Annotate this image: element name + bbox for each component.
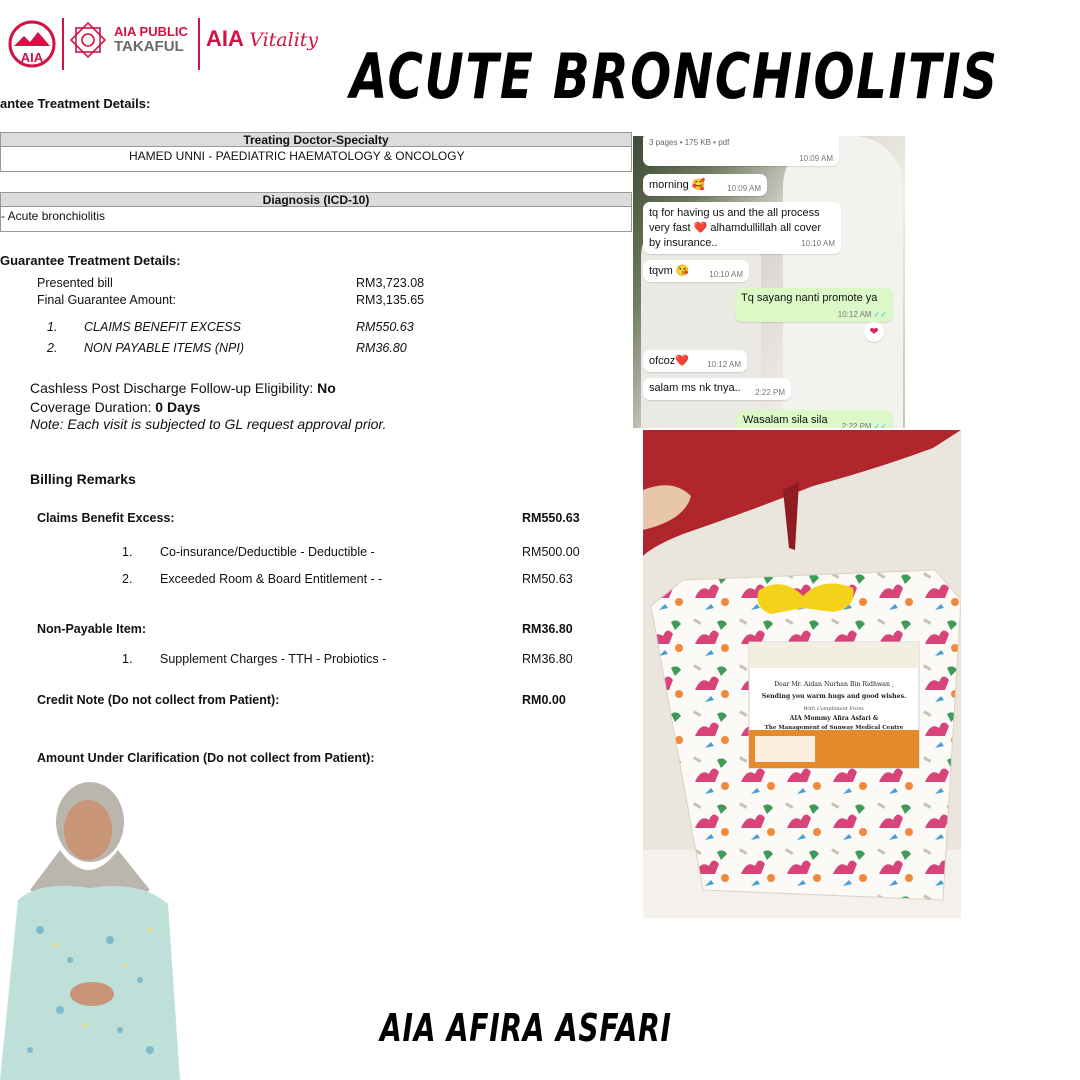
page-title: ACUTE BRONCHIOLITIS xyxy=(350,40,999,113)
credit-note-label: Credit Note (Do not collect from Patient): xyxy=(37,693,280,707)
gift-card-line1: Dear Mr. Aidan Nurhan Bin Ridhwan , xyxy=(774,681,894,688)
item-value: RM36.80 xyxy=(356,341,407,355)
aia-vitality-logo xyxy=(206,26,318,52)
whatsapp-chat-screenshot xyxy=(633,136,905,428)
message-time: 10:09 AM xyxy=(799,154,833,163)
agent-portrait xyxy=(0,780,185,1080)
takaful-line1: AIA PUBLIC xyxy=(114,24,188,39)
claims-excess-label: Claims Benefit Excess: xyxy=(37,511,175,525)
coverage-line xyxy=(30,399,200,415)
eligibility-label: Cashless Post Discharge Follow-up Eligibility: xyxy=(30,380,314,396)
diagnosis-box xyxy=(0,192,632,232)
presented-bill-label: Presented bill xyxy=(37,276,113,290)
item-value: RM550.63 xyxy=(356,320,414,334)
message-text: morning 🥰 xyxy=(649,179,706,191)
chat-message-in[interactable] xyxy=(643,378,791,400)
chat-message-out[interactable] xyxy=(735,288,893,322)
background-person xyxy=(783,136,903,428)
gift-card-line4: AIA Mommy Afira Asfari & xyxy=(789,715,879,722)
takaful-emblem-icon xyxy=(68,20,108,60)
aia-logo-icon xyxy=(8,20,56,68)
final-guarantee-value: RM3,135.65 xyxy=(356,293,425,307)
non-payable-label: Non-Payable Item: xyxy=(37,622,147,636)
vitality-aia-text: AIA xyxy=(206,26,244,51)
item-label: CLAIMS BENEFIT EXCESS xyxy=(84,320,241,334)
message-text: tqvm 😘 xyxy=(649,265,690,277)
read-ticks-icon: ✓✓ xyxy=(873,422,887,428)
chat-message-in[interactable] xyxy=(643,350,747,372)
message-time-with-ticks xyxy=(842,422,887,428)
coverage-value: 0 Days xyxy=(155,399,201,415)
read-ticks-icon: ✓✓ xyxy=(873,310,887,319)
item-number: 2. xyxy=(47,341,58,355)
claims-excess-value: RM550.63 xyxy=(522,511,580,525)
remark-value: RM50.63 xyxy=(522,572,573,586)
eligibility-value: No xyxy=(317,380,336,396)
doctor-box-value: HAMED UNNI - PAEDIATRIC HAEMATOLOGY & ONCOLOGY xyxy=(129,149,465,163)
logo-divider xyxy=(62,18,64,70)
message-time: 2:22 PM xyxy=(755,388,785,397)
message-time: 10:10 AM xyxy=(801,239,835,248)
chat-message-out[interactable] xyxy=(737,410,893,428)
presented-bill-value: RM3,723.08 xyxy=(356,276,425,290)
file-attachment-bubble[interactable] xyxy=(643,136,839,166)
message-text: ofcoz❤️ xyxy=(649,355,689,367)
credit-note-value: RM0.00 xyxy=(522,693,566,707)
remark-label: Exceeded Room & Board Entitlement - - xyxy=(160,572,383,586)
message-text: tq for having us and the all process very fast ❤️ alhamdullillah all cover by insurance.. xyxy=(649,207,822,249)
logo-divider xyxy=(198,18,200,70)
non-payable-value: RM36.80 xyxy=(522,622,573,636)
eligibility-line xyxy=(30,380,336,396)
message-time-with-ticks xyxy=(838,310,887,319)
section-heading-treatment: antee Treatment Details: xyxy=(0,96,151,111)
takaful-line2: TAKAFUL xyxy=(114,38,184,55)
item-label: NON PAYABLE ITEMS (NPI) xyxy=(84,341,244,355)
vitality-script-text: Vitality xyxy=(249,29,319,51)
chat-message-in[interactable] xyxy=(643,202,841,254)
message-time: 2:22 PM xyxy=(841,422,872,428)
section-heading-guarantee: Guarantee Treatment Details: xyxy=(0,253,181,268)
gift-card-line3: With Compliment From: xyxy=(803,706,865,712)
item-number: 1. xyxy=(47,320,58,334)
message-time: 10:10 AM xyxy=(709,270,743,279)
chat-message-in[interactable] xyxy=(643,174,767,196)
chat-message-in[interactable] xyxy=(643,260,749,282)
aia-logo-text: AIA xyxy=(20,50,44,65)
remark-number: 2. xyxy=(122,572,133,586)
takaful-wordmark xyxy=(114,24,188,54)
doctor-box-header: Treating Doctor-Specialty xyxy=(1,133,631,147)
message-text: Tq sayang nanti promote ya xyxy=(741,292,878,304)
logo-bar xyxy=(0,12,330,72)
gift-bag-photo xyxy=(643,430,961,918)
remark-value: RM500.00 xyxy=(522,545,580,559)
doctor-box xyxy=(0,132,632,172)
remark-number: 1. xyxy=(122,652,133,666)
agent-name-footer: AIA AFIRA ASFARI xyxy=(380,1006,672,1050)
coverage-label: Coverage Duration: xyxy=(30,399,152,415)
gift-card-line5: The Management of Sunway Medical Centre xyxy=(764,725,904,731)
message-time: 10:09 AM xyxy=(727,184,761,193)
remark-number: 1. xyxy=(122,545,133,559)
diagnosis-box-header: Diagnosis (ICD-10) xyxy=(1,193,631,207)
file-meta: 3 pages • 175 KB • pdf xyxy=(649,138,730,147)
message-text: Wasalam sila sila xyxy=(743,414,828,426)
diagnosis-box-value: - Acute bronchiolitis xyxy=(1,209,106,223)
remark-label: Supplement Charges - TTH - Probiotics - xyxy=(160,652,387,666)
clarification-label: Amount Under Clarification (Do not collect from Patient): xyxy=(37,751,375,765)
heart-reaction-icon: ❤ xyxy=(864,322,884,342)
billing-remarks-heading: Billing Remarks xyxy=(30,471,136,487)
message-text: salam ms nk tnya.. xyxy=(649,382,741,394)
final-guarantee-label: Final Guarantee Amount: xyxy=(37,293,176,307)
message-time: 10:12 AM xyxy=(707,360,741,369)
remark-value: RM36.80 xyxy=(522,652,573,666)
message-time: 10:12 AM xyxy=(837,310,872,319)
approval-note: Note: Each visit is subjected to GL request approval prior. xyxy=(30,416,387,432)
gift-bag-illustration xyxy=(643,430,961,918)
remark-label: Co-insurance/Deductible - Deductible - xyxy=(160,545,375,559)
gift-card-line2: Sending you warm hugs and good wishes. xyxy=(761,693,907,700)
